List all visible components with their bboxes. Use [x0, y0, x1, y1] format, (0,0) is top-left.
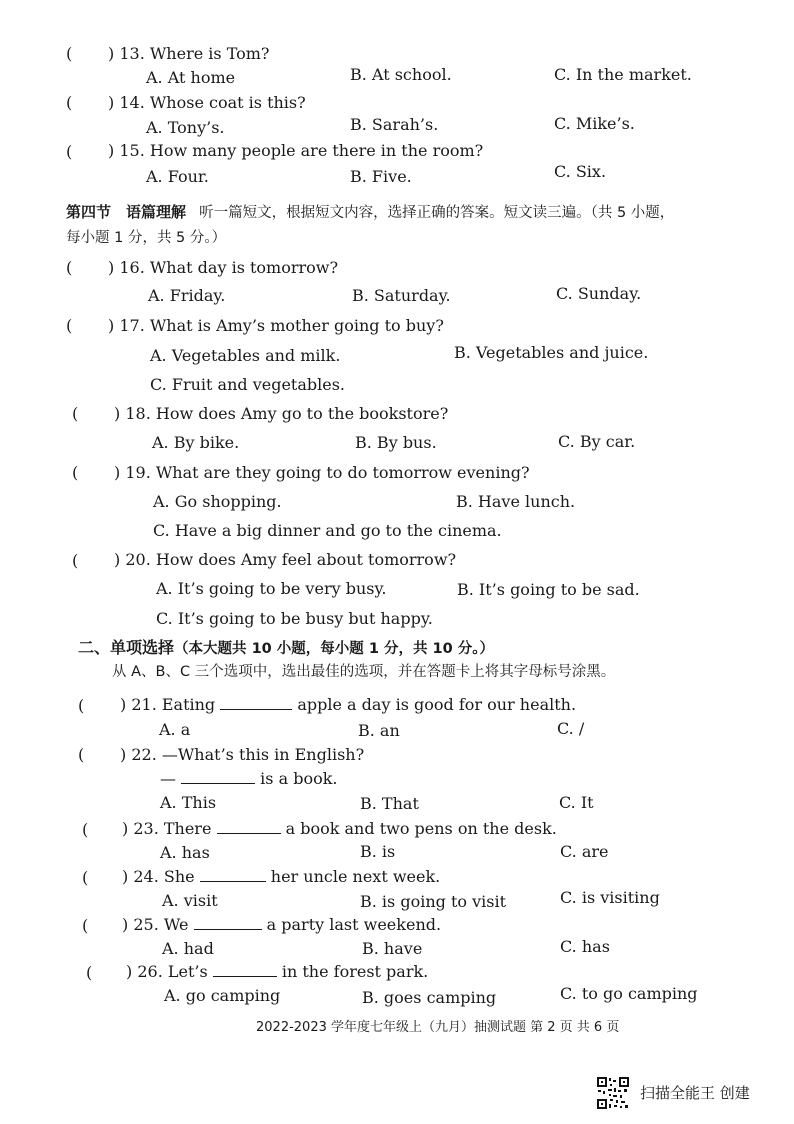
q18-option-b: B. By bus. — [355, 433, 437, 452]
q21-option-c: C. / — [557, 719, 585, 738]
question-20: ) 20. How does Amy feel about tomorrow? — [114, 550, 457, 569]
q23-option-a: A. has — [160, 843, 210, 862]
q26-option-a: A. go camping — [164, 986, 281, 1005]
question-25 — [122, 915, 441, 934]
question-22-line2 — [160, 769, 338, 788]
q23-text-before: ) 23. There — [122, 819, 217, 838]
question-13: ) 13. Where is Tom? — [108, 44, 270, 63]
q24-option-b: B. is going to visit — [360, 892, 507, 911]
question-22: ) 22. —What’s this in English? — [120, 745, 365, 764]
answer-paren: ( — [82, 820, 89, 839]
part-2-instruction: 从 A、B、C 三个选项中，选出最佳的选项，并在答题卡上将其字母标号涂黑。 — [112, 664, 616, 680]
answer-paren: ( — [66, 258, 73, 277]
q17-option-a: A. Vegetables and milk. — [150, 346, 341, 365]
scanner-watermark: 扫描全能王 创建 — [640, 1084, 750, 1102]
part-2-title: 二、单项选择 — [78, 638, 175, 657]
q22-text-after: is a book. — [255, 769, 338, 788]
section-4-desc-line1: 听一篇短文，根据短文内容，选择正确的答案。短文读三遍。（共 5 小题， — [199, 205, 675, 221]
q23-option-b: B. is — [360, 842, 396, 861]
q18-option-a: A. By bike. — [152, 433, 240, 452]
answer-paren: ( — [72, 551, 79, 570]
section-4-desc-line2: 每小题 1 分，共 5 分。） — [66, 230, 227, 246]
q14-option-a: A. Tony’s. — [146, 118, 225, 137]
q24-option-c: C. is visiting — [560, 888, 660, 907]
answer-blank — [217, 833, 281, 834]
q22-option-a: A. This — [160, 793, 217, 812]
answer-paren: ( — [66, 44, 73, 63]
q25-text-after: a party last weekend. — [261, 915, 442, 934]
q21-text-after: apple a day is good for our health. — [292, 695, 577, 714]
q26-option-c: C. to go camping — [560, 984, 698, 1003]
q13-option-a: A. At home — [146, 68, 236, 87]
q22-dash: — — [160, 769, 182, 788]
q21-option-a: A. a — [159, 720, 191, 739]
q24-text-after: her uncle next week. — [265, 867, 441, 886]
q25-option-c: C. has — [560, 937, 610, 956]
q23-text-after: a book and two pens on the desk. — [280, 819, 557, 838]
q15-option-b: B. Five. — [350, 167, 412, 186]
question-19: ) 19. What are they going to do tomorrow evening? — [114, 463, 530, 482]
qr-code-icon — [596, 1076, 630, 1110]
q17-option-b: B. Vegetables and juice. — [454, 343, 649, 362]
q25-option-a: A. had — [162, 939, 214, 958]
q16-option-b: B. Saturday. — [352, 286, 451, 305]
q21-option-b: B. an — [358, 721, 400, 740]
section-4-title: 第四节 语篇理解 — [66, 203, 187, 221]
q25-text-before: ) 25. We — [122, 915, 194, 934]
question-17: ) 17. What is Amy’s mother going to buy? — [108, 316, 444, 335]
answer-blank — [194, 929, 262, 930]
answer-paren: ( — [78, 696, 85, 715]
q17-option-c: C. Fruit and vegetables. — [150, 375, 346, 394]
q26-option-b: B. goes camping — [362, 988, 497, 1007]
q16-option-c: C. Sunday. — [556, 284, 642, 303]
answer-paren: ( — [72, 404, 79, 423]
answer-paren: ( — [82, 916, 89, 935]
q24-option-a: A. visit — [162, 891, 218, 910]
q21-text-before: ) 21. Eating — [120, 695, 221, 714]
answer-blank — [200, 881, 266, 882]
answer-blank — [181, 783, 255, 784]
section-4-heading — [66, 202, 674, 223]
q18-option-c: C. By car. — [558, 432, 636, 451]
q20-option-a: A. It’s going to be very busy. — [156, 579, 387, 598]
question-26 — [126, 962, 428, 981]
answer-paren: ( — [86, 963, 93, 982]
q19-option-b: B. Have lunch. — [456, 492, 576, 511]
q26-text-before: ) 26. Let’s — [126, 962, 213, 981]
answer-paren: ( — [66, 142, 73, 161]
q20-option-c: C. It’s going to be busy but happy. — [156, 609, 433, 628]
q13-option-b: B. At school. — [350, 65, 452, 84]
q14-option-b: B. Sarah’s. — [350, 115, 439, 134]
q24-text-before: ) 24. She — [122, 867, 200, 886]
q26-text-after: in the forest park. — [276, 962, 429, 981]
q19-option-a: A. Go shopping. — [153, 492, 282, 511]
answer-blank — [220, 709, 292, 710]
question-15: ) 15. How many people are there in the room? — [108, 141, 484, 160]
q15-option-c: C. Six. — [554, 162, 607, 181]
q23-option-c: C. are — [560, 842, 609, 861]
part-2-title-note: （本大题共 10 小题，每小题 1 分，共 10 分。） — [174, 641, 494, 657]
answer-paren: ( — [66, 316, 73, 335]
answer-paren: ( — [82, 868, 89, 887]
q13-option-c: C. In the market. — [554, 65, 692, 84]
q15-option-a: A. Four. — [146, 167, 209, 186]
question-14: ) 14. Whose coat is this? — [108, 93, 306, 112]
answer-paren: ( — [66, 93, 73, 112]
question-18: ) 18. How does Amy go to the bookstore? — [114, 404, 449, 423]
q25-option-b: B. have — [362, 939, 423, 958]
page-footer: 2022-2023 学年度七年级上（九月）抽测试题 第 2 页 共 6 页 — [256, 1020, 620, 1035]
q22-option-b: B. That — [360, 794, 419, 813]
question-21 — [120, 695, 576, 714]
question-23 — [122, 819, 557, 838]
part-2-heading — [78, 638, 494, 659]
q14-option-c: C. Mike’s. — [554, 114, 635, 133]
answer-paren: ( — [78, 745, 85, 764]
answer-blank — [213, 976, 277, 977]
q16-option-a: A. Friday. — [148, 286, 226, 305]
answer-paren: ( — [72, 463, 79, 482]
q20-option-b: B. It’s going to be sad. — [457, 580, 640, 599]
question-16: ) 16. What day is tomorrow? — [108, 258, 339, 277]
q22-option-c: C. It — [559, 793, 594, 812]
question-24 — [122, 867, 440, 886]
q19-option-c: C. Have a big dinner and go to the cinema. — [153, 521, 502, 540]
